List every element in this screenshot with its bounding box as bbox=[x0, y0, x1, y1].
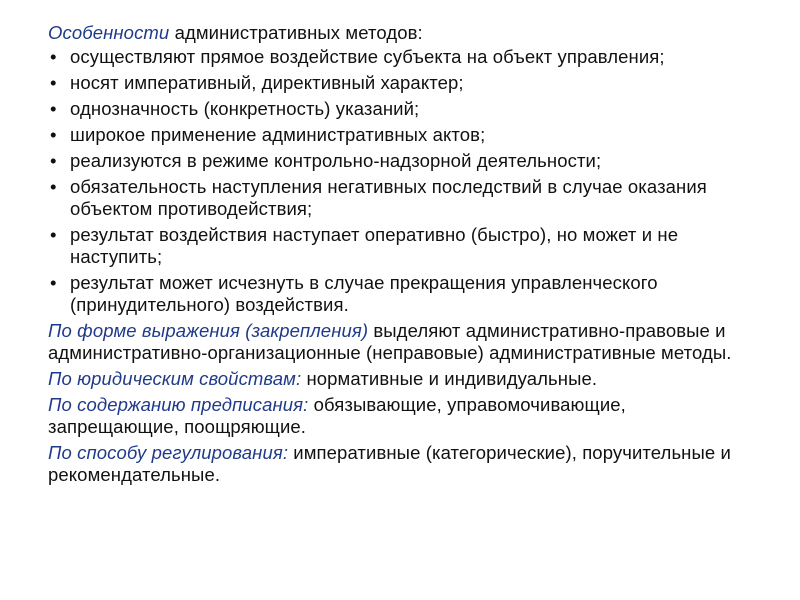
paragraph-text: обязывающие, управомочивающие, запрещающие, поощряющие. bbox=[48, 394, 626, 437]
bullet-icon: • bbox=[50, 150, 57, 171]
list-item-text: осуществляют прямое воздействие субъекта на объект управления; bbox=[70, 46, 665, 67]
list-item bbox=[48, 72, 748, 94]
bullet-icon: • bbox=[50, 224, 57, 245]
paragraph-emphasis: По юридическим свойствам: bbox=[48, 368, 302, 389]
list-item-text: однозначность (конкретность) указаний; bbox=[70, 98, 420, 119]
paragraph-text: выделяют административно-правовые и административно-организационные (неправовые) административные методы. bbox=[48, 320, 732, 363]
list-item bbox=[48, 224, 748, 268]
bullet-icon: • bbox=[50, 72, 57, 93]
paragraph-legal-properties bbox=[48, 368, 748, 390]
list-item bbox=[48, 124, 748, 146]
features-list bbox=[48, 46, 748, 316]
list-item bbox=[48, 176, 748, 220]
list-item bbox=[48, 46, 748, 68]
paragraph-prescription-content bbox=[48, 394, 748, 438]
paragraph-text: нормативные и индивидуальные. bbox=[301, 368, 598, 389]
heading-text: административных методов: bbox=[169, 22, 423, 43]
bullet-icon: • bbox=[50, 98, 57, 119]
list-item-text: широкое применение административных актов; bbox=[70, 124, 486, 145]
bullet-icon: • bbox=[50, 46, 57, 67]
list-item-text: реализуются в режиме контрольно-надзорной деятельности; bbox=[70, 150, 602, 171]
slide-heading bbox=[48, 22, 748, 44]
list-item bbox=[48, 272, 748, 316]
paragraph-text: императивные (категорические), поручительные и рекомендательные. bbox=[48, 442, 731, 485]
list-item-text: носят императивный, директивный характер; bbox=[70, 72, 464, 93]
paragraph-emphasis: По содержанию предписания: bbox=[48, 394, 309, 415]
heading-emphasis: Особенности bbox=[48, 22, 170, 43]
list-item bbox=[48, 98, 748, 120]
list-item bbox=[48, 150, 748, 172]
list-item-text: результат воздействия наступает оперативно (быстро), но может и не наступить; bbox=[70, 224, 679, 267]
paragraph-regulation-method bbox=[48, 442, 748, 486]
paragraph-emphasis: По форме выражения (закрепления) bbox=[48, 320, 369, 341]
bullet-icon: • bbox=[50, 272, 57, 293]
list-item-text: обязательность наступления негативных последствий в случае оказания объектом противодействия; bbox=[70, 176, 707, 219]
list-item-text: результат может исчезнуть в случае прекращения управленческого (принудительного) воздействия. bbox=[70, 272, 658, 315]
bullet-icon: • bbox=[50, 176, 57, 197]
paragraph-emphasis: По способу регулирования: bbox=[48, 442, 289, 463]
slide-content bbox=[48, 22, 748, 486]
bullet-icon: • bbox=[50, 124, 57, 145]
paragraph-form bbox=[48, 320, 748, 364]
